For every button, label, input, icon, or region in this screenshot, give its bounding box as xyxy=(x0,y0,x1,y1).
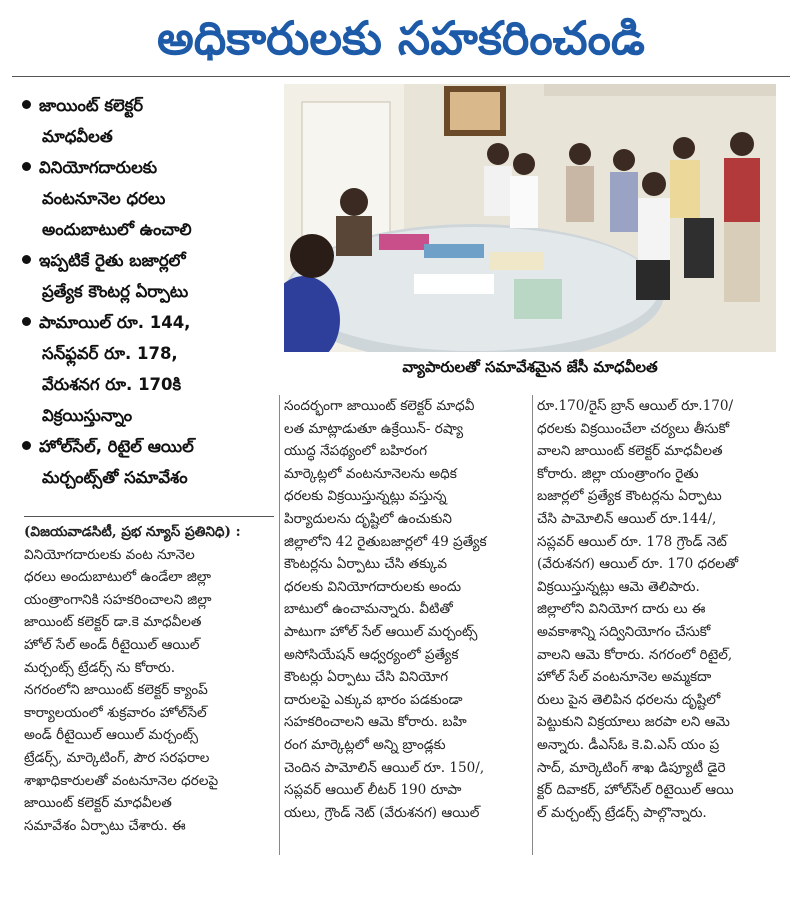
article-column-1 xyxy=(24,521,274,837)
article-line: కౌంటర్లు ఏర్పాటు చేసి వినియోగ xyxy=(284,669,449,686)
article-line: (విజయవాడసిటీ, ప్రభ న్యూస్ ప్రతినిధి) : xyxy=(24,524,241,540)
article-line: మార్కెట్లలో వంటనూనెలను అధిక xyxy=(284,465,457,482)
article-line: పాటుగా హోల్ సేల్ ఆయిల్ మర్చంట్స్ xyxy=(284,623,478,640)
article-line: హోల్ సేల్ వంటనూనెల అమ్మకదా xyxy=(537,669,712,686)
bullet-points xyxy=(22,90,277,493)
article-line: చెందిన పామోలిన్ ఆయిల్ రూ. 150/, xyxy=(284,759,485,776)
article-line: వాలని జాయింట్ కలెక్టర్ మాధవీలత xyxy=(537,443,723,460)
article-line: కార్యాలయంలో శుక్రవారం హోల్‌సేల్ xyxy=(24,704,207,721)
article-line: అసోసియేషన్ ఆధ్వర్యంలో ప్రత్యేక xyxy=(284,646,459,663)
bullet-dot-icon xyxy=(22,441,31,450)
article-line: మర్చంట్స్ ట్రేడర్స్ ను కోరారు. xyxy=(24,659,176,676)
column-separator xyxy=(279,395,280,855)
column-separator xyxy=(532,395,533,855)
article-line: ధరలకు విక్రయిస్తున్నట్లు వస్తున్న xyxy=(284,488,447,505)
article-line: వినియోగదారులకు వంట నూనెల xyxy=(24,546,195,563)
article-line: సప్లవర్ ఆయిల్ రూ. 178 గ్రౌండ్ నెట్ xyxy=(537,533,727,550)
article-line: హోల్ సేల్ అండ్ రీటైయిల్ ఆయిల్ xyxy=(24,636,200,653)
bullet-item: హోల్‌సేల్, రిటైల్ ఆయిల్ మర్చంట్స్‌తో సమావేశం xyxy=(22,431,277,493)
article-line: కోరారు. జిల్లా యంత్రాంగం రైతు xyxy=(537,465,699,482)
article-line: యలు, గ్రౌండ్ నెట్ (వేరుశనగ) ఆయిల్ xyxy=(284,804,480,821)
bullet-item: జాయింట్ కలెక్టర్ మాధవీలత xyxy=(22,90,277,152)
article-line: ధరలు అందుబాటులో ఉండేలా జిల్లా xyxy=(24,569,211,586)
article-line: పెట్టుకుని విక్రయాలు జరపా లని ఆమె xyxy=(537,714,730,731)
article-line: సాద్, మార్కెటింగ్ శాఖ డిప్యూటీ డైరె xyxy=(537,759,726,776)
article-line: శాఖాధికారులతో వంటనూనెల ధరలపై xyxy=(24,772,219,789)
bullet-dot-icon xyxy=(22,100,31,109)
article-line: జాయింట్ కలెక్టర్ మాధవీలత xyxy=(24,795,172,812)
article-line: కౌంటర్లను ఏర్పాటు చేసి తక్కువ xyxy=(284,556,448,573)
article-line: ట్రేడర్స్, మార్కెటింగ్, పౌర సరఫరాల xyxy=(24,749,210,766)
bullet-item: వినియోగదారులకు వంటనూనెల ధరలు అందుబాటులో ఉంచాలి xyxy=(22,152,277,245)
article-line: వాలని ఆమె కోరారు. నగరంలో రిటైల్, xyxy=(537,646,733,663)
article-line: రులు పైన తెలిపిన ధరలను దృష్టిలో xyxy=(537,691,721,708)
article-line: జిల్లాలోని 42 రైతుబజార్లలో 49 ప్రత్యేక xyxy=(284,533,487,550)
article-line: జాయింట్ కలెక్టర్ డా.కె మాధవీలత xyxy=(24,614,202,631)
article-column-3 xyxy=(537,395,782,824)
bullet-dot-icon xyxy=(22,317,31,326)
section-divider xyxy=(24,516,274,517)
article-line: రూ.170/రైస్ బ్రాన్ ఆయిల్ రూ.170/ xyxy=(537,398,734,414)
article-line: రంగ మార్కెట్లలో అన్ని బ్రాండ్లకు xyxy=(284,736,446,753)
meeting-photo-illustration xyxy=(284,84,776,352)
article-line: సందర్భంగా జాయింట్ కలెక్టర్ మాధవీ xyxy=(284,398,475,414)
article-line: అన్నారు. డీఎస్ఓ కె.వి.ఎస్ యం ప్ర xyxy=(537,736,720,753)
article-line: బజార్లలో ప్రత్యేక కౌంటర్లను ఏర్పాటు xyxy=(537,488,722,505)
bullet-dot-icon xyxy=(22,162,31,171)
article-line: యంత్రాంగానికి సహకరించాలని జిల్లా xyxy=(24,591,212,608)
headline-underline xyxy=(12,76,790,77)
article-line: ధరలకు విక్రయించేలా చర్యలు తీసుకో xyxy=(537,420,730,437)
article-line: ధరలకు వినియోగదారులకు అందు xyxy=(284,578,462,595)
article-line: విక్రయిస్తున్నట్లు ఆమె తెలిపారు. xyxy=(537,578,700,595)
article-line: సహకరించాలని ఆమె కోరారు. బహి xyxy=(284,714,467,731)
meeting-photo xyxy=(284,84,776,352)
article-column-2 xyxy=(284,395,529,824)
bullet-dot-icon xyxy=(22,255,31,264)
article-line: సప్లవర్ ఆయిల్ లీటర్ 190 రూపా xyxy=(284,782,462,799)
article-line: పిర్యాదులను దృష్టిలో ఉంచుకుని xyxy=(284,510,452,527)
bullet-item: ఇప్పటికే రైతు బజార్లలో ప్రత్యేక కౌంటర్ల ఏర్పాటు xyxy=(22,245,277,307)
article-line: చేసి పామోలిన్ ఆయిల్ రూ.144/, xyxy=(537,510,717,527)
article-line: సమావేశం ఏర్పాటు చేశారు. ఈ xyxy=(24,817,186,834)
article-line: (వేరుశనగ) ఆయిల్ రూ. 170 ధరలతో xyxy=(537,556,739,573)
headline: అధికారులకు సహకరించండి xyxy=(157,11,645,65)
article-line: జిల్లాలోని వినియోగ దారు లు ఈ xyxy=(537,601,706,618)
bullet-item: పామాయిల్ రూ. 144, సన్‌ఫ్లవర్ రూ. 178, వేరుశనగ రూ. 170కి విక్రయిస్తున్నాం xyxy=(22,307,277,431)
article-line: ల్ మర్చంట్స్ ట్రేడర్స్ పాల్గొన్నారు. xyxy=(537,804,707,821)
article-line: దారులపై ఎక్కువ భారం పడకుండా xyxy=(284,691,463,708)
article-line: అవకాశాన్ని సద్వినియోగం చేసుకో xyxy=(537,623,711,640)
article-line: నగరంలోని జాయింట్ కలెక్టర్ క్యాంప్ xyxy=(24,682,208,699)
article-line: క్టర్ దివాకర్, హోల్‌సేల్ రిటైయిల్ ఆయి xyxy=(537,782,734,799)
article-line: అండ్ రీటైయిల్ ఆయిల్ మర్చంట్స్ xyxy=(24,727,199,744)
article-line: లత మాట్లాడుతూ ఉక్రేయిన్- రష్యా xyxy=(284,420,464,437)
photo-caption: వ్యాపారులతో సమావేశమైన జేసీ మాధవీలత xyxy=(402,358,658,376)
article-line: బాటులో ఉంచామన్నారు. వీటితో xyxy=(284,601,453,618)
article-line: యుద్ధ నేపథ్యంలో బహిరంగ xyxy=(284,443,428,460)
